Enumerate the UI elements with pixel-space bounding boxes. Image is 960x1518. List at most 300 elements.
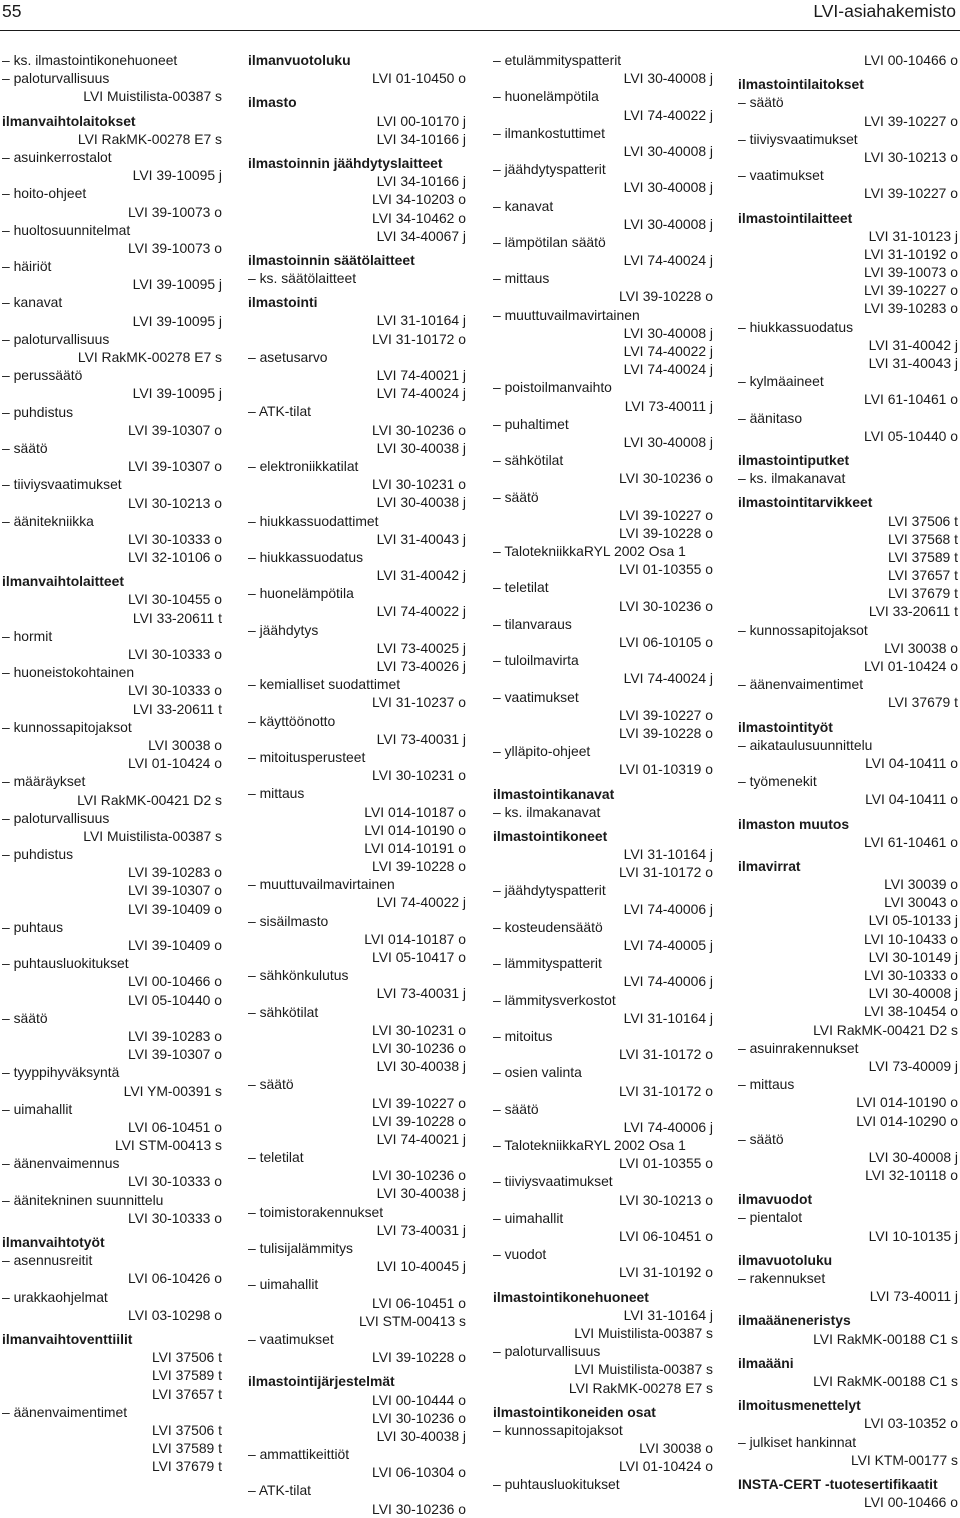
- index-reference: LVI Muistilista-00387 s: [574, 1361, 713, 1378]
- index-reference: LVI 30038 o: [148, 736, 222, 753]
- index-reference: LVI 04-10411 o: [865, 754, 958, 771]
- index-subentry: – kunnossapitojaksot: [738, 621, 868, 638]
- index-reference: LVI Muistilista-00387 s: [83, 88, 222, 105]
- index-reference: LVI 05-10440 o: [128, 991, 222, 1008]
- index-reference: LVI 39-10307 o: [128, 1046, 222, 1063]
- index-reference: LVI RakMK-00421 D2 s: [77, 791, 222, 808]
- index-subentry: – häiriöt: [2, 258, 52, 275]
- index-subentry: – pientalot: [738, 1209, 803, 1226]
- index-heading: ilmanvaihtoventtiilit: [2, 1330, 133, 1347]
- index-reference: LVI 30-10149 j: [868, 948, 958, 965]
- index-subentry: – sähkötilat: [493, 452, 564, 469]
- index-reference: LVI 39-10283 o: [128, 864, 222, 881]
- index-reference: LVI 30-10333 o: [128, 646, 222, 662]
- index-reference: LVI 30038 o: [639, 1440, 713, 1457]
- index-reference: LVI YM-00391 s: [123, 1082, 222, 1099]
- index-reference: LVI 37506 t: [887, 512, 958, 529]
- index-column-1: [2, 51, 222, 1475]
- index-subentry: – tiiviysvaatimukset: [738, 130, 858, 147]
- index-reference: LVI 39-10227 o: [864, 282, 958, 299]
- index-subentry: – kemialliset suodattimet: [248, 676, 401, 693]
- index-reference: LVI 30-10333 o: [128, 1209, 222, 1226]
- index-subentry: – ATK-tilat: [248, 1482, 312, 1499]
- index-reference: LVI 014-10190 o: [364, 821, 466, 838]
- index-heading: ilmastointikoneet: [493, 827, 608, 844]
- index-subentry: – mittaus: [493, 270, 550, 287]
- index-reference: LVI 00-10466 o: [864, 1494, 958, 1511]
- index-reference: LVI 01-10450 o: [372, 70, 466, 87]
- index-reference: LVI 39-10409 o: [128, 937, 222, 953]
- index-reference: LVI 39-10283 o: [864, 300, 958, 317]
- index-reference: LVI 37506 t: [151, 1421, 222, 1438]
- index-heading: ilmastoinnin jäähdytyslaitteet: [248, 154, 443, 171]
- index-heading: ilmavuotoluku: [738, 1251, 833, 1268]
- index-reference: LVI 39-10095 j: [132, 167, 222, 184]
- index-reference: LVI 32-10118 o: [865, 1167, 958, 1184]
- index-reference: LVI 31-10164 j: [623, 1009, 713, 1026]
- index-reference: LVI 74-40024 j: [623, 361, 713, 378]
- index-subentry: – ATK-tilat: [248, 403, 312, 420]
- index-subentry: – poistoilmanvaihto: [493, 379, 612, 396]
- index-subentry: – mitoitus: [493, 1027, 553, 1044]
- index-heading: ilmastointikonehuoneet: [493, 1288, 649, 1305]
- index-reference: LVI 31-40042 j: [868, 336, 958, 353]
- index-reference: LVI 38-10454 o: [864, 1003, 958, 1020]
- index-reference: LVI Muistilista-00387 s: [574, 1324, 713, 1341]
- index-subentry: – ks. ilmakanavat: [738, 470, 846, 487]
- index-subentry: – kanavat: [493, 197, 554, 214]
- index-reference: LVI 37506 t: [151, 1349, 222, 1366]
- index-reference: LVI 39-10227 o: [619, 506, 713, 523]
- index-subentry: – äänitaso: [738, 409, 803, 426]
- index-subentry: – puhdistus: [2, 846, 74, 863]
- index-reference: LVI 37657 t: [151, 1385, 222, 1402]
- index-subentry: – jäähdytys: [248, 621, 319, 638]
- index-reference: LVI 74-40021 j: [376, 1130, 466, 1147]
- index-reference: LVI 30-40038 j: [376, 439, 466, 456]
- index-reference: LVI 39-10228 o: [619, 724, 713, 741]
- index-heading: ilmoitusmenettelyt: [738, 1397, 861, 1414]
- index-reference: LVI 30-10231 o: [372, 767, 466, 784]
- index-reference: LVI 37657 t: [887, 567, 958, 584]
- index-reference: LVI 30-10333 o: [128, 682, 222, 699]
- index-reference: LVI 01-10355 o: [619, 561, 713, 578]
- index-subentry: – teletilat: [493, 579, 549, 596]
- index-reference: LVI 74-40022 j: [623, 343, 713, 359]
- index-reference: LVI 39-10283 o: [128, 1027, 222, 1044]
- index-reference: LVI 014-10187 o: [364, 930, 466, 947]
- index-subentry: – uimahallit: [493, 1209, 564, 1226]
- index-reference: LVI 30-10333 o: [128, 1173, 222, 1190]
- index-reference: LVI 31-10172 o: [372, 330, 466, 347]
- index-reference: LVI 31-10172 o: [619, 1082, 713, 1099]
- index-subentry: – elektroniikkatilat: [248, 457, 359, 474]
- index-subentry: – tiiviysvaatimukset: [2, 476, 122, 493]
- index-subentry: – äänenvaimentimet: [2, 1403, 128, 1420]
- index-subentry: – vaatimukset: [738, 167, 824, 184]
- index-reference: LVI 39-10227 o: [864, 112, 958, 129]
- index-heading: ilmastoinnin säätölaitteet: [248, 251, 415, 268]
- index-reference: LVI 30-10236 o: [619, 470, 713, 487]
- index-reference: LVI 01-10355 o: [619, 1155, 713, 1172]
- index-reference: LVI 31-40043 j: [868, 355, 958, 371]
- index-reference: LVI 05-10440 o: [864, 427, 958, 444]
- index-reference: LVI 74-40006 j: [623, 900, 713, 917]
- index-reference: LVI 01-10424 o: [619, 1458, 713, 1475]
- index-subentry: – ks. ilmastointikonehuoneet: [2, 52, 178, 68]
- index-reference: LVI 30-10236 o: [372, 1409, 466, 1426]
- index-reference: LVI 014-10187 o: [364, 803, 466, 820]
- index-heading: ilmastointikoneiden osat: [493, 1403, 656, 1420]
- index-subentry: – puhaltimet: [493, 415, 569, 432]
- index-reference: LVI 00-10170 j: [376, 112, 466, 129]
- index-heading: ilmastointijärjestelmät: [248, 1373, 395, 1390]
- index-reference: LVI 30-40008 j: [623, 70, 713, 87]
- index-heading: ilmanvaihtolaitteet: [2, 573, 124, 590]
- index-reference: LVI 30-40038 j: [376, 1427, 466, 1444]
- index-reference: LVI 37568 t: [887, 530, 958, 547]
- index-subentry: – etulämmityspatterit: [493, 52, 622, 68]
- index-subentry: – asuinkerrostalot: [2, 148, 112, 165]
- index-reference: LVI 61-10461 o: [864, 833, 958, 850]
- index-subentry: – äänitekniikka: [2, 512, 94, 529]
- index-heading: ilmaääneneristys: [738, 1312, 851, 1329]
- index-reference: LVI 014-10290 o: [856, 1112, 958, 1129]
- index-heading: ilmastointilaitokset: [738, 76, 864, 93]
- index-reference: LVI 03-10298 o: [128, 1306, 222, 1323]
- index-subentry: – mittaus: [248, 785, 305, 802]
- index-reference: LVI RakMK-00278 E7 s: [77, 349, 222, 365]
- index-reference: LVI 39-10307 o: [128, 421, 222, 438]
- index-reference: LVI 30-10333 o: [864, 967, 958, 983]
- index-reference: LVI 30-10455 o: [128, 591, 222, 608]
- index-reference: LVI 01-10319 o: [619, 761, 713, 778]
- index-subentry: – hiukkassuodatus: [248, 548, 364, 565]
- index-reference: LVI 00-10466 o: [128, 973, 222, 990]
- index-reference: LVI 01-10424 o: [128, 755, 222, 772]
- index-reference: LVI 10-10135 j: [868, 1227, 958, 1244]
- index-reference: LVI 30-10236 o: [372, 1500, 466, 1517]
- index-reference: LVI 39-10227 o: [864, 185, 958, 202]
- index-reference: LVI 30-10236 o: [619, 597, 713, 614]
- index-subentry: – asetusarvo: [248, 348, 328, 365]
- index-subentry: – kosteudensäätö: [493, 918, 603, 935]
- index-reference: LVI 30-10213 o: [128, 494, 222, 511]
- index-reference: LVI 37589 t: [151, 1367, 222, 1384]
- index-subentry: – ammattikeittiöt: [248, 1446, 350, 1463]
- index-reference: LVI 73-40031 j: [376, 1221, 466, 1238]
- index-subentry: – käyttöönotto: [248, 712, 336, 729]
- index-reference: LVI 014-10190 o: [856, 1094, 958, 1111]
- index-heading: ilmaääni: [738, 1354, 794, 1371]
- index-subentry: – huonelämpötila: [248, 585, 354, 602]
- index-reference: LVI 30-10236 o: [372, 1167, 466, 1184]
- index-reference: LVI 30-40038 j: [376, 494, 466, 511]
- index-heading: ilmastointikanavat: [493, 785, 615, 802]
- index-reference: LVI 04-10411 o: [865, 791, 958, 808]
- index-reference: LVI 01-10424 o: [864, 658, 958, 674]
- index-heading: ilmanvaihtotyöt: [2, 1234, 105, 1250]
- index-reference: LVI 05-10133 j: [868, 912, 958, 929]
- index-reference: LVI 06-10451 o: [372, 1294, 466, 1311]
- index-subentry: – säätö: [2, 1009, 48, 1026]
- index-reference: LVI 73-40011 j: [624, 397, 713, 414]
- index-subentry: – aikataulusuunnittelu: [738, 736, 873, 753]
- index-subentry: – lämmityspatterit: [493, 955, 602, 972]
- index-reference: LVI 33-20611 t: [132, 609, 222, 626]
- index-reference: LVI 10-40045 j: [376, 1258, 466, 1275]
- index-subentry: – ks. säätölaitteet: [248, 270, 357, 287]
- index-heading: ilmasto: [248, 94, 297, 111]
- index-reference: LVI STM-00413 s: [114, 1137, 222, 1154]
- index-reference: LVI 39-10073 o: [128, 239, 222, 256]
- index-subentry: – hiukkassuodatus: [738, 318, 854, 335]
- index-column-3: [493, 51, 713, 1494]
- index-reference: LVI 31-10164 j: [623, 846, 713, 863]
- index-subentry: – mitoitusperusteet: [248, 748, 366, 765]
- index-reference: LVI 34-10462 o: [372, 209, 466, 226]
- index-reference: LVI KTM-00177 s: [850, 1451, 958, 1468]
- index-subentry: – hiukkassuodattimet: [248, 512, 379, 529]
- index-reference: LVI 30-10333 o: [128, 530, 222, 547]
- index-reference: LVI 39-10228 o: [372, 858, 466, 875]
- index-subentry: – paloturvallisuus: [2, 809, 110, 826]
- index-subentry: – sähkönkulutus: [248, 967, 349, 984]
- index-reference: LVI 73-40026 j: [376, 658, 466, 674]
- index-subentry: – ks. ilmakanavat: [493, 803, 601, 820]
- index-reference: LVI 39-10227 o: [372, 1094, 466, 1111]
- index-reference: LVI 31-10237 o: [372, 694, 466, 711]
- index-reference: LVI 39-10307 o: [128, 882, 222, 899]
- index-subentry: – jäähdytyspatterit: [493, 882, 606, 899]
- index-reference: LVI 31-10192 o: [619, 1264, 713, 1281]
- index-reference: LVI 30038 o: [884, 639, 958, 656]
- index-reference: LVI 74-40021 j: [376, 367, 466, 383]
- index-reference: LVI 30-10236 o: [372, 421, 466, 438]
- header-rule: [0, 30, 960, 31]
- index-subentry: – vuodot: [493, 1246, 547, 1263]
- index-subentry: – uimahallit: [248, 1276, 319, 1293]
- index-reference: LVI 06-10451 o: [619, 1228, 713, 1244]
- index-subentry: – urakkaohjelmat: [2, 1288, 108, 1305]
- index-subentry: – lämpötilan säätö: [493, 233, 606, 250]
- index-subentry: – kunnossapitojaksot: [493, 1421, 623, 1438]
- index-column-2: [248, 51, 466, 1518]
- index-reference: LVI 73-40025 j: [376, 639, 466, 656]
- index-reference: LVI 39-10409 o: [128, 900, 222, 917]
- index-heading: ilmastointiputket: [738, 451, 850, 468]
- index-subentry: – tuloilmavirta: [493, 652, 579, 669]
- page-number: 55: [2, 1, 22, 21]
- index-reference: LVI 05-10417 o: [372, 949, 466, 965]
- index-subentry: – säätö: [2, 439, 48, 456]
- index-subentry: – uimahallit: [2, 1100, 73, 1117]
- index-reference: LVI 30-40008 j: [868, 985, 958, 1002]
- index-reference: LVI 06-10105 o: [619, 634, 713, 650]
- index-column-4: [738, 51, 958, 1511]
- index-reference: LVI 74-40024 j: [623, 252, 713, 269]
- index-reference: LVI 39-10228 o: [619, 288, 713, 305]
- index-reference: LVI 34-10203 o: [372, 191, 466, 208]
- index-subentry: – muuttuvailmavirtainen: [248, 876, 395, 893]
- index-subentry: – säätö: [493, 1100, 539, 1117]
- page-title: LVI-asiahakemisto: [813, 1, 956, 21]
- index-reference: LVI 00-10466 o: [864, 52, 958, 68]
- index-reference: LVI 31-10192 o: [864, 245, 958, 262]
- index-reference: LVI 74-40022 j: [623, 106, 713, 123]
- index-reference: LVI 74-40024 j: [623, 670, 713, 687]
- index-subentry: – asuinrakennukset: [738, 1039, 859, 1056]
- index-reference: LVI 39-10227 o: [619, 706, 713, 723]
- index-reference: LVI 37589 t: [151, 1440, 222, 1457]
- index-subentry: – rakennukset: [738, 1270, 826, 1286]
- index-reference: LVI 37679 t: [887, 585, 958, 602]
- index-heading: ilmastointitarvikkeet: [738, 494, 873, 511]
- index-reference: LVI 39-10228 o: [619, 524, 713, 541]
- index-reference: LVI 31-10172 o: [619, 1046, 713, 1063]
- index-subentry: – tilanvaraus: [493, 615, 572, 632]
- index-subentry: – kunnossapitojaksot: [2, 718, 132, 735]
- index-reference: LVI RakMK-00188 C1 s: [813, 1372, 958, 1389]
- index-subentry: – TalotekniikkaRYL 2002 Osa 1: [493, 543, 686, 560]
- index-subentry: – äänenvaimentimet: [738, 676, 864, 693]
- index-reference: LVI 06-10451 o: [128, 1118, 222, 1135]
- index-reference: LVI 73-40009 j: [868, 1057, 958, 1074]
- index-subentry: – tyyppihyväksyntä: [2, 1064, 120, 1081]
- index-reference: LVI 37679 t: [887, 694, 958, 711]
- index-reference: LVI 31-10164 j: [623, 1306, 713, 1323]
- index-subentry: – tulisijalämmitys: [248, 1240, 353, 1256]
- index-reference: LVI 37589 t: [887, 548, 958, 565]
- index-reference: LVI 30-10236 o: [372, 1039, 466, 1056]
- index-heading: ilmanvaihtolaitokset: [2, 112, 136, 129]
- index-reference: LVI 74-40006 j: [623, 1118, 713, 1135]
- index-subentry: – huoneistokohtainen: [2, 664, 135, 681]
- index-subentry: – puhtaus: [2, 918, 64, 935]
- index-heading: ilmavirrat: [738, 857, 801, 874]
- index-reference: LVI 30-40008 j: [623, 215, 713, 232]
- index-reference: LVI 39-10073 o: [128, 203, 222, 220]
- index-reference: LVI 61-10461 o: [864, 391, 958, 408]
- index-subentry: – määräykset: [2, 773, 86, 790]
- index-reference: LVI 39-10095 j: [132, 276, 222, 293]
- index-subentry: – julkiset hankinnat: [738, 1433, 857, 1450]
- index-heading: ilmaston muutos: [738, 815, 850, 832]
- index-reference: LVI 30-40008 j: [623, 433, 713, 450]
- index-subentry: – hoito-ohjeet: [2, 185, 87, 202]
- index-subentry: – paloturvallisuus: [2, 70, 110, 87]
- index-reference: LVI RakMK-00421 D2 s: [813, 1021, 958, 1038]
- index-reference: LVI 31-10172 o: [619, 864, 713, 881]
- index-subentry: – lämmitysverkostot: [493, 991, 616, 1008]
- index-reference: LVI 06-10304 o: [372, 1464, 466, 1481]
- index-reference: LVI RakMK-00278 E7 s: [77, 130, 222, 147]
- index-subentry: – äänitekninen suunnittelu: [2, 1191, 164, 1208]
- index-subentry: – paloturvallisuus: [2, 330, 110, 347]
- index-subentry: – teletilat: [248, 1149, 304, 1166]
- index-heading: ilmanvuotoluku: [248, 52, 351, 68]
- index-reference: LVI 30-10213 o: [864, 148, 958, 165]
- index-reference: LVI 34-10166 j: [376, 173, 466, 190]
- index-subentry: – huonelämpötila: [493, 88, 599, 105]
- index-reference: LVI 03-10352 o: [864, 1415, 958, 1432]
- index-subentry: – tiiviysvaatimukset: [493, 1173, 613, 1190]
- index-reference: LVI 31-40043 j: [376, 530, 466, 547]
- index-subentry: – perussäätö: [2, 367, 83, 384]
- index-subentry: – mittaus: [738, 1076, 795, 1093]
- index-reference: LVI 34-10166 j: [376, 130, 466, 147]
- index-subentry: – puhtausluokitukset: [493, 1476, 620, 1493]
- index-subentry: – vaatimukset: [248, 1330, 334, 1347]
- index-subentry: – sisäilmasto: [248, 912, 329, 929]
- index-reference: LVI 39-10095 j: [132, 312, 222, 329]
- index-reference: LVI 74-40024 j: [376, 385, 466, 402]
- index-reference: LVI 39-10307 o: [128, 458, 222, 475]
- index-subentry: – asennusreitit: [2, 1252, 93, 1269]
- index-reference: LVI 30-40008 j: [868, 1148, 958, 1165]
- index-reference: LVI Muistilista-00387 s: [83, 827, 222, 844]
- index-heading: INSTA-CERT -tuotesertifikaatit: [738, 1475, 938, 1492]
- index-subentry: – kylmäaineet: [738, 373, 824, 390]
- index-reference: LVI 39-10228 o: [372, 1112, 466, 1129]
- index-subentry: – paloturvallisuus: [493, 1343, 601, 1360]
- index-reference: LVI 34-40067 j: [376, 227, 466, 244]
- index-subentry: – säätö: [738, 1130, 784, 1147]
- index-reference: LVI 014-10191 o: [364, 839, 466, 856]
- index-reference: LVI 06-10426 o: [128, 1270, 222, 1287]
- index-reference: LVI 10-10433 o: [864, 930, 958, 947]
- index-reference: LVI 74-40022 j: [376, 894, 466, 911]
- index-reference: LVI 30-40038 j: [376, 1185, 466, 1202]
- index-subentry: – työmenekit: [738, 773, 817, 790]
- index-subentry: – ilmankostuttimet: [493, 124, 605, 141]
- index-subentry: – säätö: [248, 1076, 294, 1093]
- index-reference: LVI 73-40031 j: [376, 985, 466, 1002]
- index-subentry: – säätö: [493, 488, 539, 505]
- index-reference: LVI RakMK-00188 C1 s: [813, 1330, 958, 1347]
- index-reference: LVI 30-40008 j: [623, 142, 713, 159]
- index-subentry: – puhdistus: [2, 403, 74, 420]
- index-subentry: – jäähdytyspatterit: [493, 161, 606, 178]
- index-subentry: – osien valinta: [493, 1064, 582, 1081]
- index-heading: ilmastointityöt: [738, 718, 833, 735]
- index-reference: LVI 31-10164 j: [376, 312, 466, 329]
- index-reference: LVI 39-10095 j: [132, 385, 222, 402]
- index-reference: LVI 74-40006 j: [623, 973, 713, 990]
- index-reference: LVI 32-10106 o: [128, 549, 222, 566]
- index-reference: LVI 37679 t: [151, 1458, 222, 1475]
- index-heading: ilmastointilaitteet: [738, 209, 853, 226]
- index-subentry: – kanavat: [2, 294, 63, 311]
- index-reference: LVI 00-10444 o: [372, 1391, 466, 1408]
- index-subentry: – huoltosuunnitelmat: [2, 221, 131, 238]
- index-reference: LVI 30-40038 j: [376, 1058, 466, 1075]
- index-subentry: – hormit: [2, 627, 53, 644]
- index-reference: LVI 30043 o: [884, 894, 958, 911]
- index-subentry: – ylläpito-ohjeet: [493, 743, 591, 760]
- index-reference: LVI 33-20611 t: [868, 603, 958, 620]
- index-reference: LVI 39-10228 o: [372, 1349, 466, 1366]
- index-reference: LVI 31-10123 j: [868, 227, 958, 244]
- index-reference: LVI RakMK-00278 E7 s: [568, 1379, 713, 1396]
- index-reference: LVI 74-40022 j: [376, 603, 466, 620]
- index-subentry: – äänenvaimennus: [2, 1155, 120, 1172]
- index-subentry: – säätö: [738, 94, 784, 111]
- index-subentry: – puhtausluokitukset: [2, 955, 129, 972]
- index-reference: LVI 30-40008 j: [623, 179, 713, 196]
- index-reference: LVI 30-10231 o: [372, 476, 466, 493]
- index-subentry: – muuttuvailmavirtainen: [493, 306, 640, 323]
